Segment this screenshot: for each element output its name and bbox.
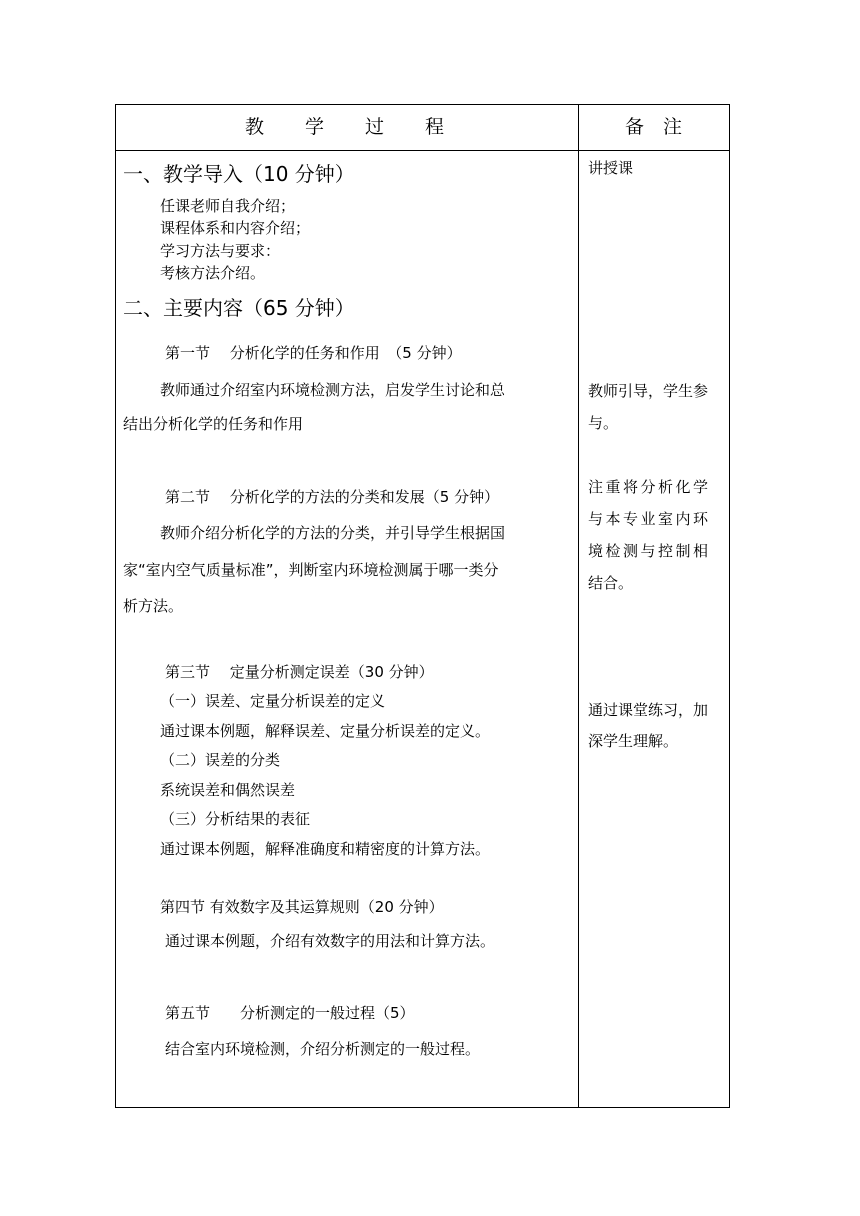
s5-line-1: 结合室内环境检测，介绍分析测定的一般过程。 <box>165 1040 481 1058</box>
note-3-line-4: 结合。 <box>588 574 634 592</box>
s2-line-2: 家“室内空气质量标准”，判断室内环境检测属于哪一类分 <box>123 561 499 579</box>
s1-line-1: 教师通过介绍室内环境检测方法，启发学生讨论和总 <box>160 381 506 399</box>
s2-line-3: 析方法。 <box>123 597 184 615</box>
note-3-line-1: 注重将分析化学 <box>588 478 711 496</box>
note-2-line-1: 教师引导，学生参 <box>588 382 709 400</box>
intro-item-1: 任课老师自我介绍； <box>160 197 296 215</box>
header-divider <box>115 150 730 151</box>
intro-title: 一、教学导入（10 分钟） <box>123 162 355 186</box>
s3-line-4: 系统误差和偶然误差 <box>160 781 296 799</box>
s3-line-2: 通过课本例题，解释误差、定量分析误差的定义。 <box>160 722 491 740</box>
note-2-line-2: 与。 <box>588 414 619 432</box>
s4-title: 第四节 有效数字及其运算规则（20 分钟） <box>160 898 444 916</box>
main-title: 二、主要内容（65 分钟） <box>123 296 355 320</box>
intro-item-3: 学习方法与要求： <box>160 242 281 260</box>
note-3-line-3: 境检测与控制相 <box>588 542 711 560</box>
note-4-line-1: 通过课堂练习，加 <box>588 701 709 719</box>
s3-line-6: 通过课本例题，解释准确度和精密度的计算方法。 <box>160 840 491 858</box>
intro-item-4: 考核方法介绍。 <box>160 264 266 282</box>
s5-title: 第五节 分析测定的一般过程（5） <box>165 1004 415 1022</box>
s3-line-5: （三）分析结果的表征 <box>160 810 311 828</box>
note-4-line-2: 深学生理解。 <box>588 732 679 750</box>
header-notes: 备 注 <box>625 116 683 138</box>
s2-line-1: 教师介绍分析化学的方法的分类，并引导学生根据国 <box>160 524 506 542</box>
s3-line-1: （一）误差、定量分析误差的定义 <box>160 692 386 710</box>
note-3-line-2: 与本专业室内环 <box>588 510 711 528</box>
column-divider <box>578 104 579 1108</box>
header-process: 教 学 过 程 <box>245 116 446 138</box>
note-1: 讲授课 <box>588 159 634 177</box>
s3-line-3: （二）误差的分类 <box>160 751 281 769</box>
s1-line-2: 结出分析化学的任务和作用 <box>123 415 304 433</box>
s4-line-1: 通过课本例题，介绍有效数字的用法和计算方法。 <box>165 932 496 950</box>
intro-item-2: 课程体系和内容介绍； <box>160 219 311 237</box>
s2-title: 第二节 分析化学的方法的分类和发展（5 分钟） <box>165 488 500 506</box>
s3-title: 第三节 定量分析测定误差（30 分钟） <box>165 663 434 681</box>
s1-title: 第一节 分析化学的任务和作用 （5 分钟） <box>165 344 462 362</box>
